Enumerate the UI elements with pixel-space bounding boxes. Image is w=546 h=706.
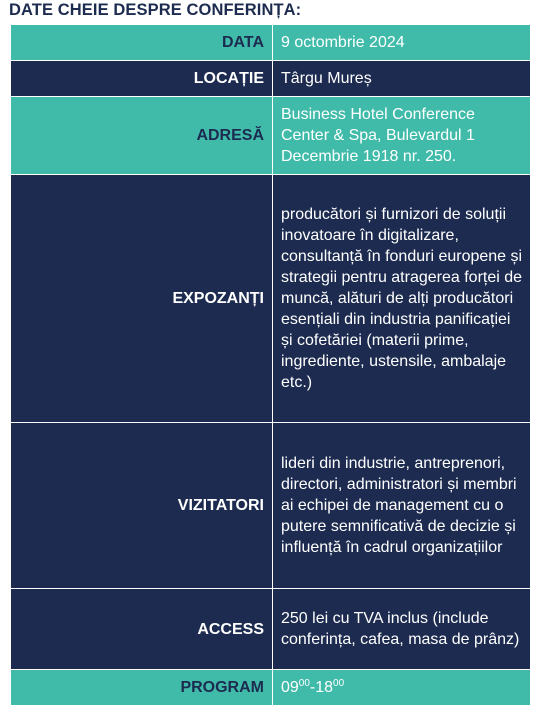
page-heading: DATE CHEIE DESPRE CONFERINȚA: — [9, 1, 302, 19]
row-value-access — [273, 589, 531, 670]
row-label-vizitatori: VIZITATORI — [11, 423, 273, 589]
exhibitors-value: producători și furnizori de soluții inovatoare în digitalizare, consultanță în fonduri europene și strategii pentru atragerea forței de muncă, alături de alți producători esențiali din industria panificației și cofetăriei (materii prime, ingrediente, ustensile, ambalaje etc.) — [281, 206, 523, 391]
row-adresa — [11, 97, 531, 175]
date-value: 9 octombrie 2024 — [281, 34, 405, 51]
row-label-data: DATA — [11, 25, 273, 61]
program-start-hour: 09 — [281, 679, 299, 696]
row-label-expozanti: EXPOZANȚI — [11, 175, 273, 423]
row-data — [11, 25, 531, 61]
address-value: Business Hotel Conference Center & Spa, Bulevardul 1 Decembrie 1918 nr. 250. — [281, 106, 475, 165]
row-program — [11, 670, 531, 706]
program-end-hour: 18 — [315, 679, 334, 696]
program-separator: - — [309, 679, 316, 696]
row-label-program: PROGRAM — [11, 670, 273, 706]
row-label-locatie: LOCAȚIE — [11, 61, 273, 97]
row-access — [11, 589, 531, 670]
program-end-minutes: 00 — [333, 678, 345, 689]
row-value-data — [273, 25, 531, 61]
row-label-adresa: ADRESĂ — [11, 97, 273, 175]
row-value-expozanti — [273, 175, 531, 423]
row-locatie — [11, 61, 531, 97]
row-label-access: ACCESS — [11, 589, 273, 670]
row-value-locatie — [273, 61, 531, 97]
key-info-table — [10, 24, 531, 706]
row-expozanti — [11, 175, 531, 423]
row-vizitatori — [11, 423, 531, 589]
row-value-program — [273, 670, 531, 706]
location-value: Târgu Mureș — [281, 70, 372, 87]
visitors-value: lideri din industrie, antreprenori, directori, administratori și membri ai echipei de management cu o putere semnificativă de decizie și influență în cadrul organizațiilor — [281, 455, 517, 556]
program-hours — [281, 677, 524, 698]
row-value-adresa — [273, 97, 531, 175]
row-value-vizitatori — [273, 423, 531, 589]
access-value: 250 lei cu TVA inclus (include conferința, cafea, masa de prânz) — [281, 610, 520, 648]
program-start-minutes: 00 — [298, 678, 310, 689]
